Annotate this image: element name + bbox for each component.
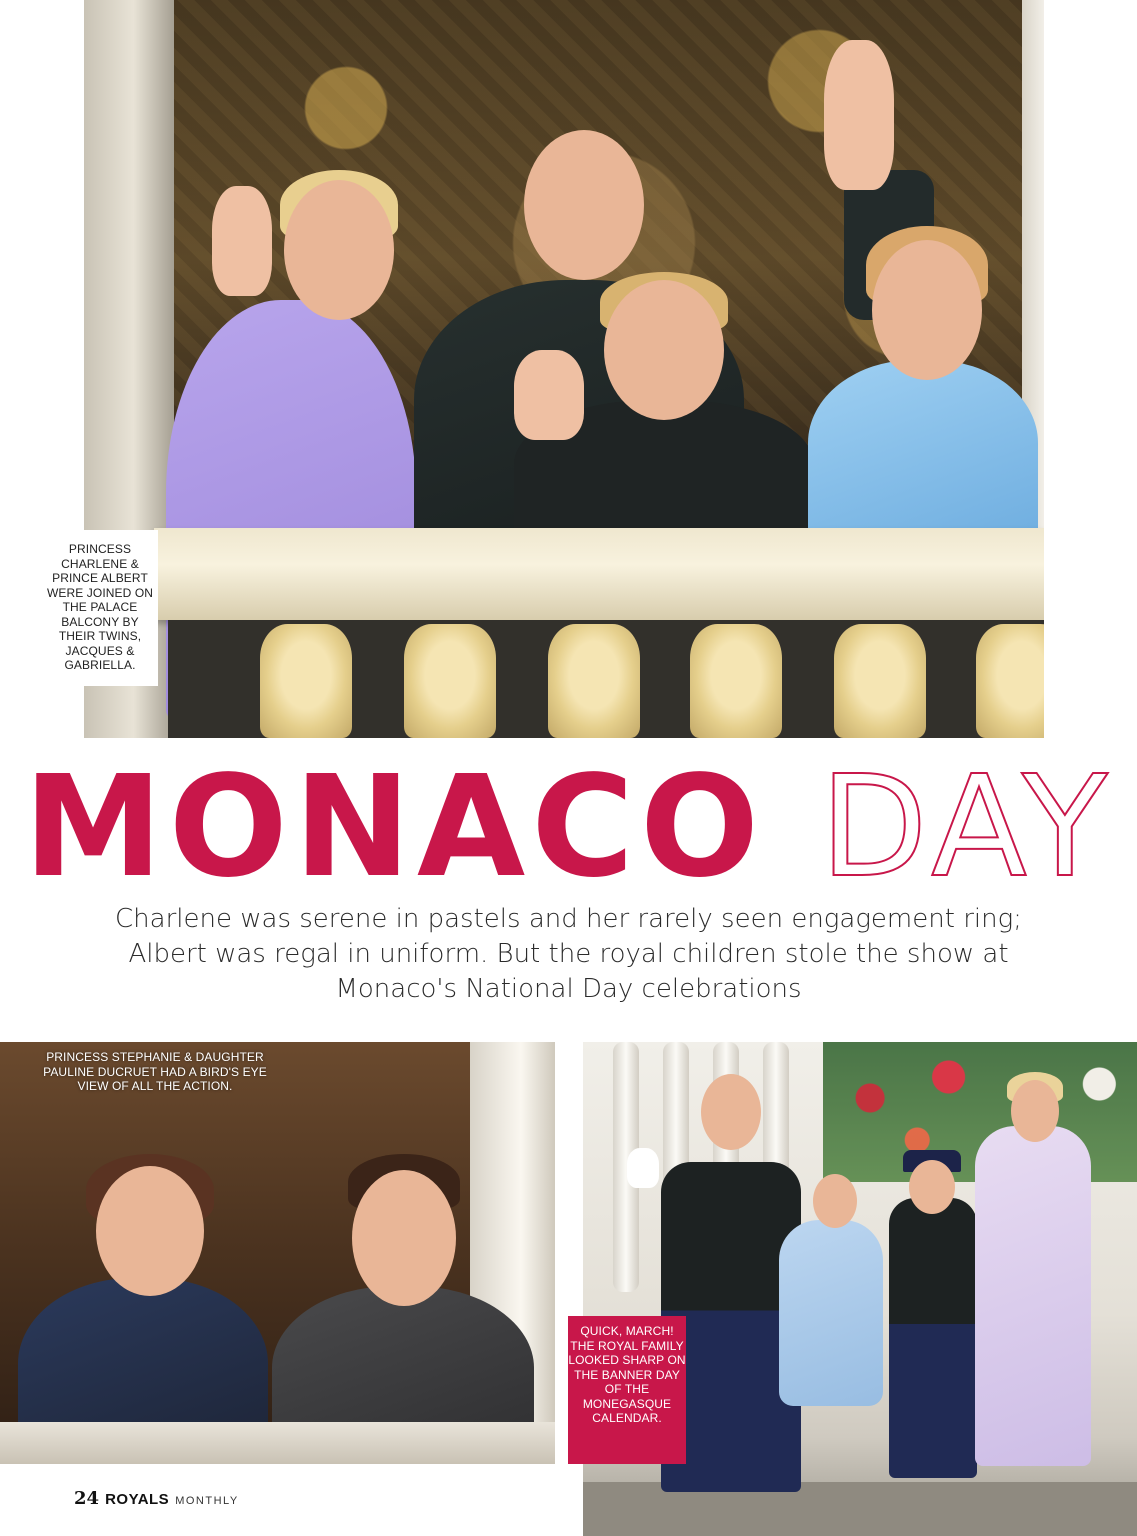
top-photo-balcony: [84, 0, 1044, 738]
charlene-face: [1011, 1080, 1059, 1142]
publication-suffix: MONTHLY: [175, 1495, 239, 1507]
jacques-waving-hand: [514, 350, 584, 440]
standfirst: Charlene was serene in pastels and her rarely seen engagement ring; Albert was regal in uniform. But the royal children stole the show at Monaco's National Day celebrations: [115, 904, 1022, 1004]
headline-solid-word: MONACO: [23, 746, 766, 909]
gabriella-face: [872, 240, 982, 380]
baluster: [548, 624, 640, 738]
stephanie-face: [96, 1166, 204, 1296]
baluster-row: [168, 620, 1044, 738]
gabriella-figure: [808, 360, 1038, 540]
baluster: [834, 624, 926, 738]
pauline-face: [352, 1170, 456, 1306]
albert-face: [524, 130, 644, 280]
gabriella-figure: [779, 1220, 883, 1406]
headline: [0, 746, 1137, 909]
charlene-figure: [975, 1126, 1091, 1466]
albert-waving-hand: [824, 40, 894, 190]
bottom-left-photo: [0, 1042, 555, 1464]
bottom-right-caption: QUICK, MARCH! THE ROYAL FAMILY LOOKED SHARP ON THE BANNER DAY OF THE MONEGASQUE CALENDAR.: [568, 1316, 686, 1464]
publication-name: ROYALS: [105, 1491, 170, 1508]
bottom-left-caption: PRINCESS STEPHANIE & DAUGHTER PAULINE DUCRUET HAD A BIRD'S EYE VIEW OF ALL THE ACTION.: [43, 1050, 267, 1093]
baluster: [690, 624, 782, 738]
jacques-face: [909, 1160, 955, 1214]
baluster: [260, 624, 352, 738]
charlene-waving-hand: [212, 186, 272, 296]
headline-outline-word: DAY: [819, 746, 1114, 909]
balcony-rail: [154, 528, 1044, 620]
folio: [74, 1488, 239, 1510]
albert-face: [701, 1074, 761, 1150]
baluster: [976, 624, 1044, 738]
jacques-figure: [889, 1198, 977, 1478]
albert-white-glove: [627, 1148, 659, 1188]
jacques-face: [604, 280, 724, 420]
page-number: 24: [74, 1488, 100, 1509]
window-sill: [0, 1422, 555, 1464]
top-photo-caption: PRINCESS CHARLENE & PRINCE ALBERT WERE JOINED ON THE PALACE BALCONY BY THEIR TWINS, JACQUES & GABRIELLA.: [42, 530, 158, 686]
gabriella-face: [813, 1174, 857, 1228]
charlene-face: [284, 180, 394, 320]
baluster: [404, 624, 496, 738]
